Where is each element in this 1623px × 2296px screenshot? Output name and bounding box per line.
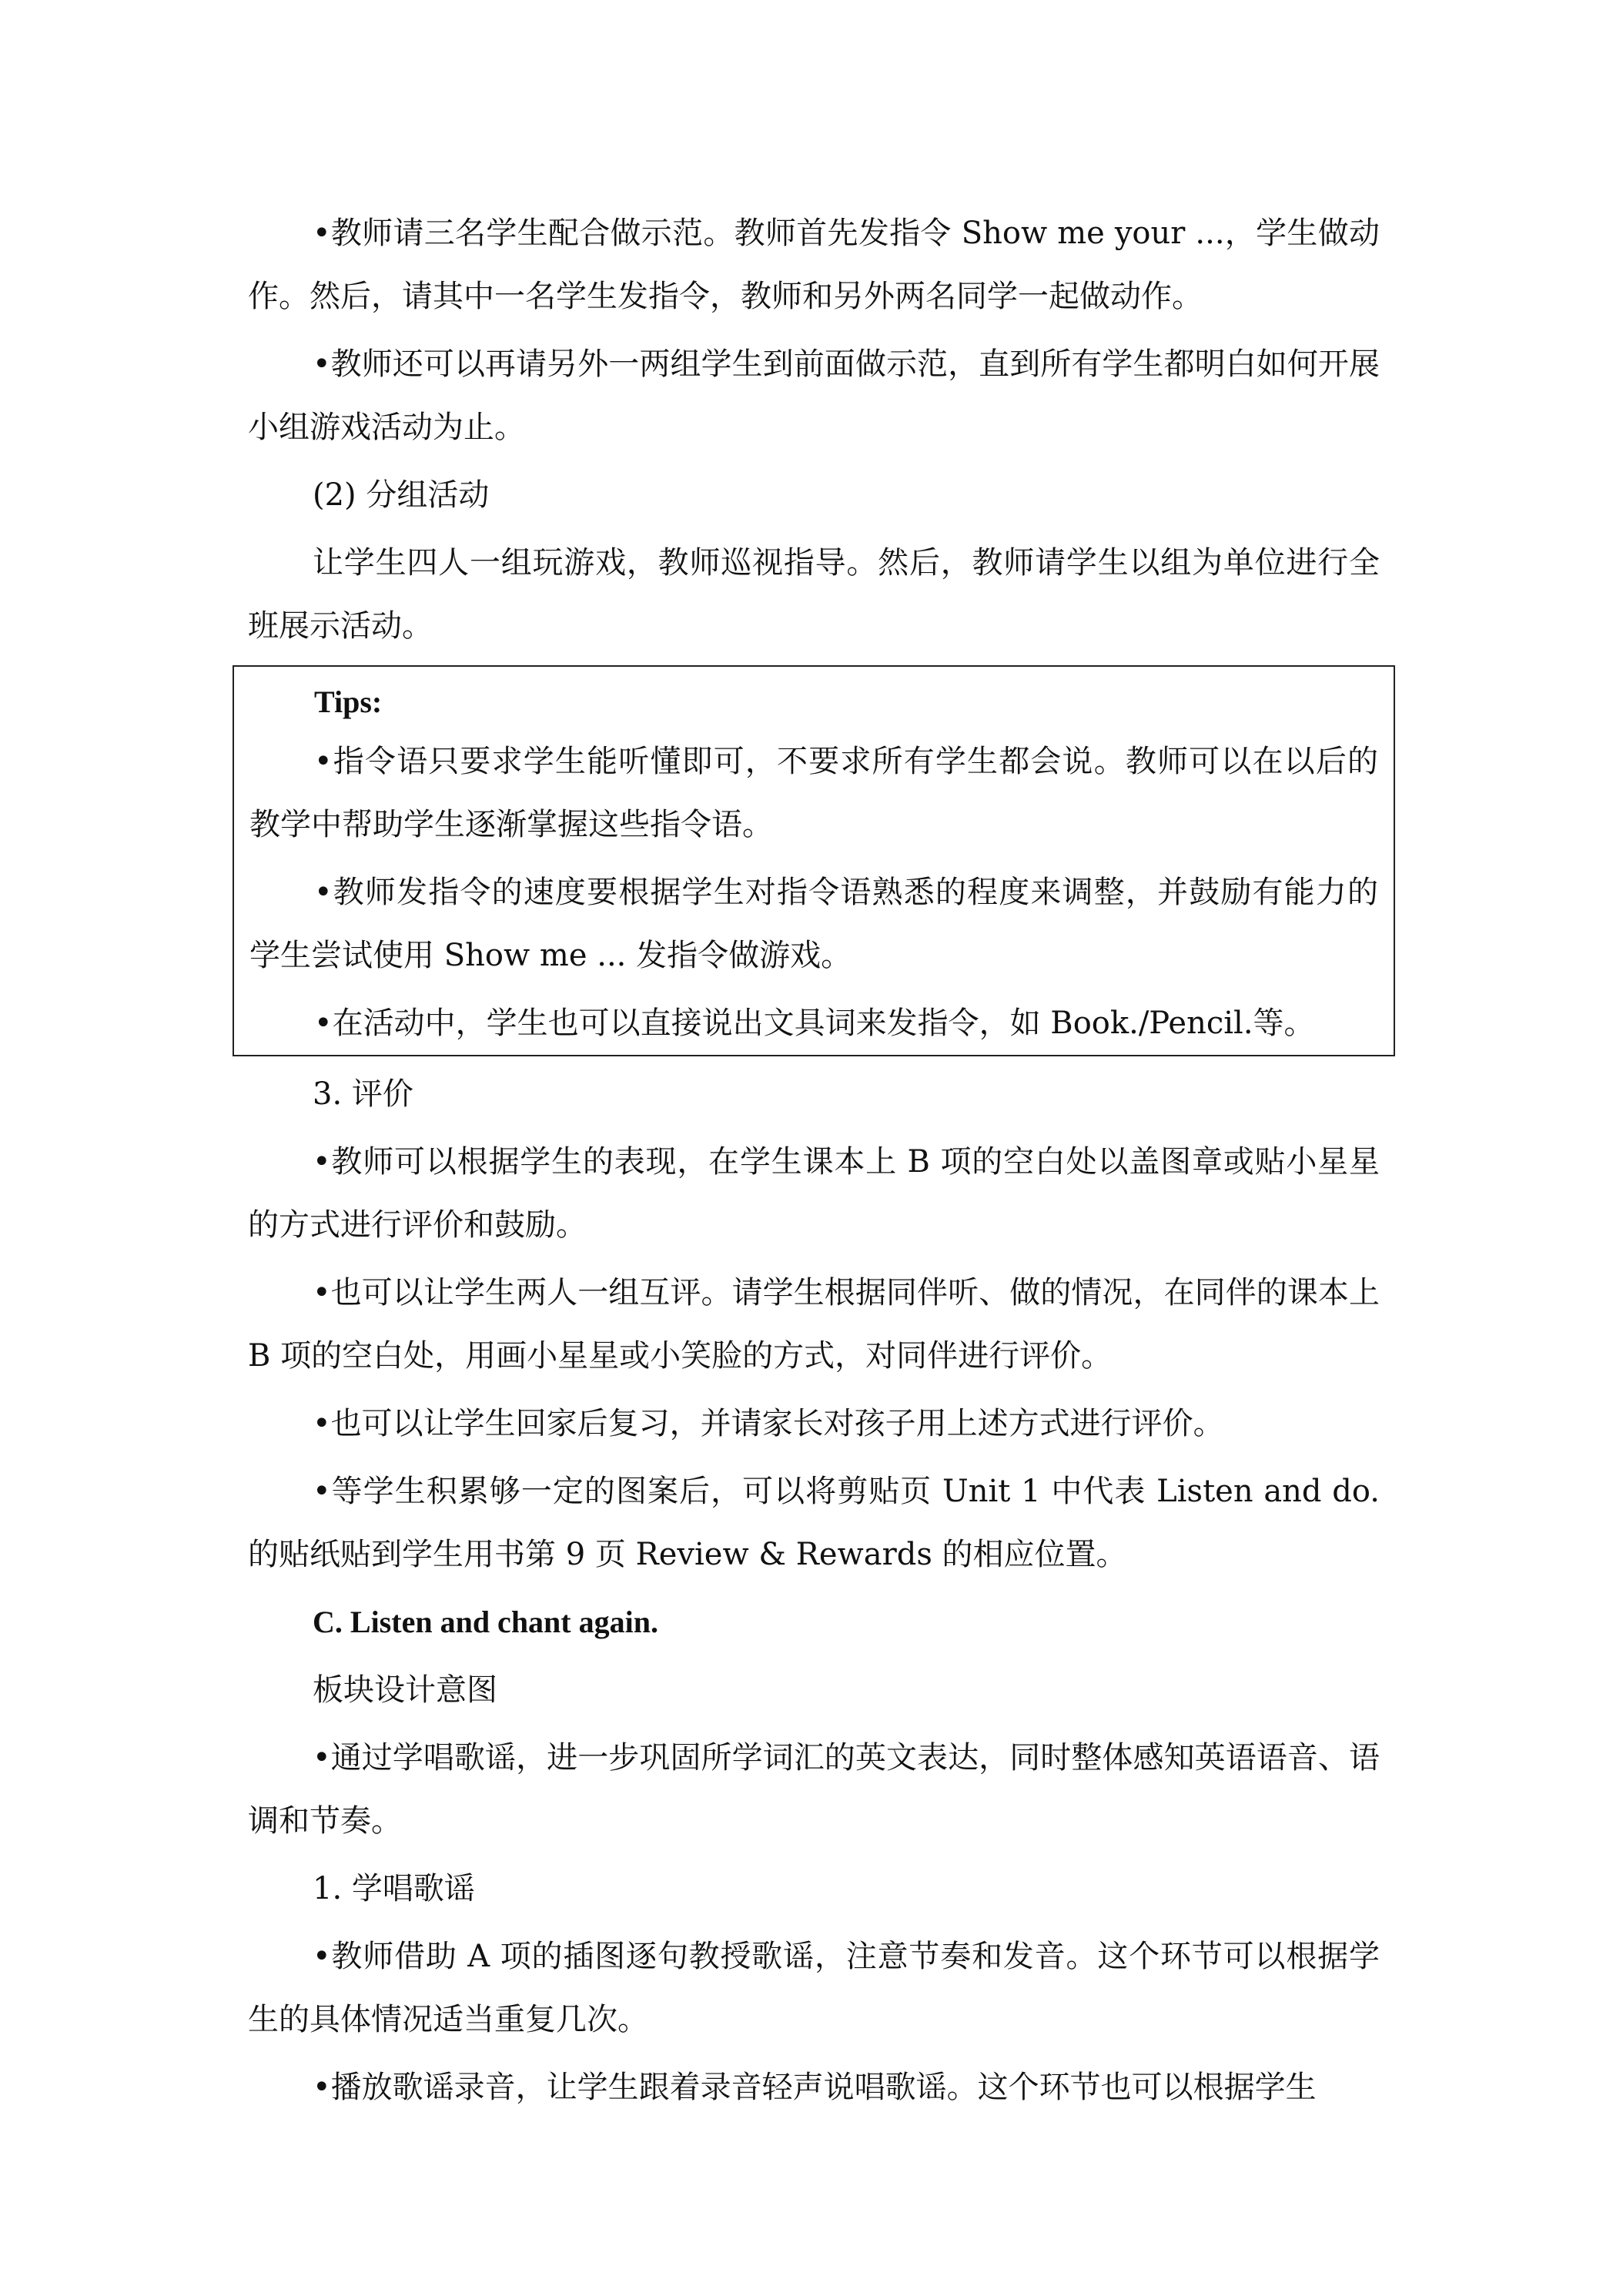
tips-title: Tips: xyxy=(314,684,383,719)
design-intent-heading: 板块设计意图 xyxy=(313,1672,497,1708)
tips-item: •指令语只要求学生能听懂即可，不要求所有学生都会说。教师可以在以后的教学中帮助学生逐渐掌握这些指令语。 xyxy=(249,744,1378,842)
paragraph-demo-instruction: •教师请三名学生配合做示范。教师首先发指令 Show me your ...，学生做动作。然后，请其中一名学生发指令，教师和另外两名同学一起做动作。 xyxy=(248,216,1380,314)
step-heading-learn-chant: 1. 学唱歌谣 xyxy=(313,1871,475,1906)
subheading-group-activity: (2) 分组活动 xyxy=(313,477,490,513)
tips-item: •教师发指令的速度要根据学生对指令语熟悉的程度来调整，并鼓励有能力的学生尝试使用 Show me ... 发指令做游戏。 xyxy=(249,875,1378,973)
evaluation-item: •也可以让学生回家后复习，并请家长对孩子用上述方式进行评价。 xyxy=(313,1406,1224,1441)
document-body xyxy=(248,202,1380,2119)
design-intent-text: •通过学唱歌谣，进一步巩固所学词汇的英文表达，同时整体感知英语语音、语调和节奏。 xyxy=(248,1740,1380,1839)
paragraph-more-demo: •教师还可以再请另外一两组学生到前面做示范，直到所有学生都明白如何开展小组游戏活动为止。 xyxy=(248,346,1380,445)
chant-item: •教师借助 A 项的插图逐句教授歌谣，注意节奏和发音。这个环节可以根据学生的具体情况适当重复几次。 xyxy=(248,1939,1380,2037)
section-heading-evaluation: 3. 评价 xyxy=(313,1076,413,1112)
paragraph-group-play: 让学生四人一组玩游戏，教师巡视指导。然后，教师请学生以组为单位进行全班展示活动。 xyxy=(248,545,1380,644)
evaluation-item: •也可以让学生两人一组互评。请学生根据同伴听、做的情况，在同伴的课本上 B 项的空白处，用画小星星或小笑脸的方式，对同伴进行评价。 xyxy=(248,1275,1380,1374)
chant-item: •播放歌谣录音，让学生跟着录音轻声说唱歌谣。这个环节也可以根据学生 xyxy=(313,2070,1317,2105)
tips-item: •在活动中，学生也可以直接说出文具词来发指令，如 Book./Pencil.等。 xyxy=(314,1006,1315,1041)
evaluation-item: •教师可以根据学生的表现，在学生课本上 B 项的空白处以盖图章或贴小星星的方式进行评价和鼓励。 xyxy=(248,1144,1380,1243)
evaluation-item: •等学生积累够一定的图案后，可以将剪贴页 Unit 1 中代表 Listen and do.的贴纸贴到学生用书第 9 页 Review & Rewards 的相应位置。 xyxy=(248,1474,1380,1572)
tips-box xyxy=(233,665,1395,1056)
section-heading-listen-chant: C. Listen and chant again. xyxy=(313,1605,658,1639)
